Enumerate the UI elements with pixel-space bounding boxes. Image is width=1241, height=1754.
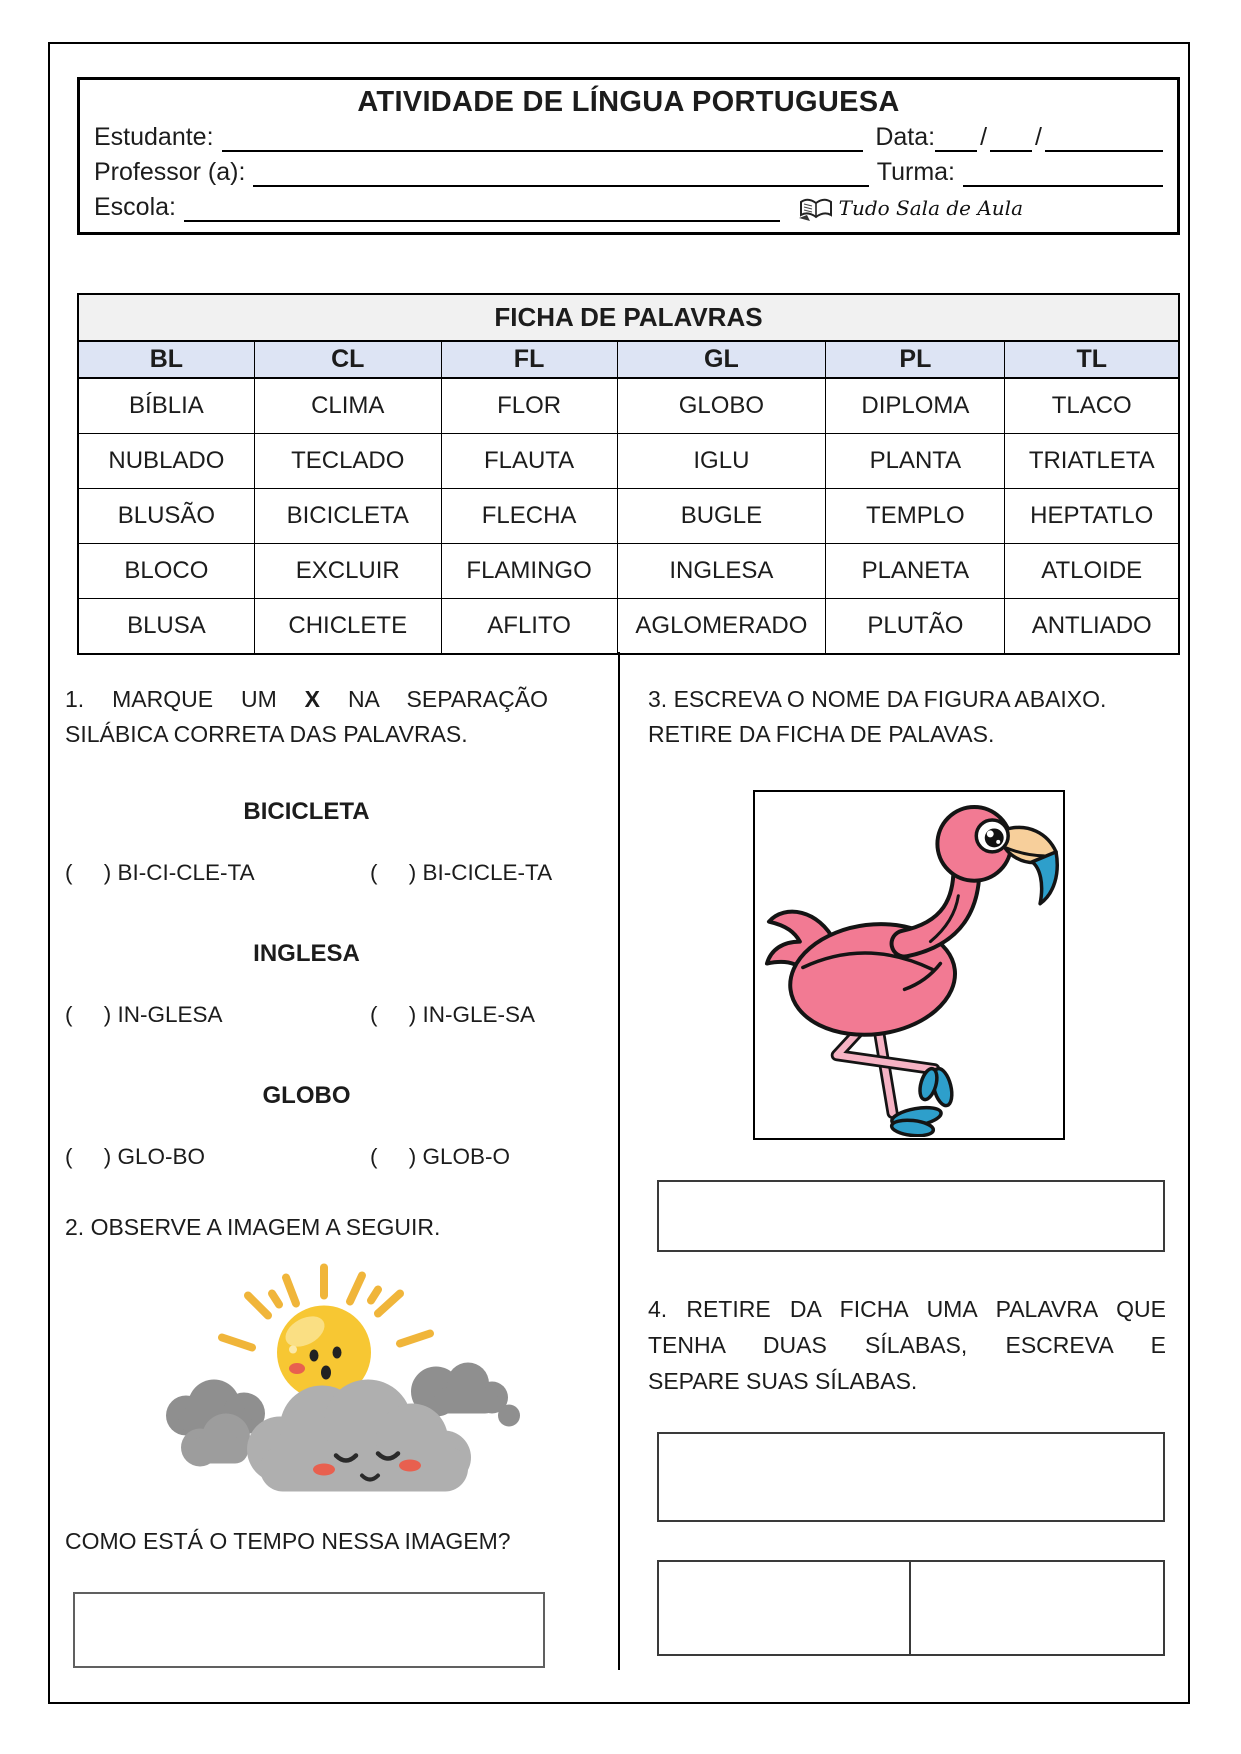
teacher-field-line[interactable] <box>253 159 868 187</box>
weather-answer-box[interactable] <box>73 1592 545 1668</box>
word-cell: AGLOMERADO <box>618 599 827 653</box>
word-cell: TEMPLO <box>826 489 1005 544</box>
word-cell: TECLADO <box>255 434 442 489</box>
word-cell: HEPTATLO <box>1005 489 1178 544</box>
date-slash-icon: / <box>980 123 988 151</box>
word-cell: BLOCO <box>79 544 255 599</box>
syllable-option[interactable]: ( ) IN-GLESA <box>65 1002 223 1027</box>
syllable-word: BICICLETA <box>243 798 370 825</box>
exercise4-prompt-line1: 4. RETIRE DA FICHA UMA PALAVRA QUE <box>648 1296 1166 1322</box>
exercise4-prompt-line2: TENHA DUAS SÍLABAS, ESCREVA E <box>648 1332 1166 1358</box>
school-field-line[interactable] <box>184 194 780 222</box>
column-header-pl: PL <box>826 342 1005 377</box>
date-day-line[interactable] <box>935 124 977 152</box>
column-header-tl: TL <box>1076 345 1107 373</box>
date-month-line[interactable] <box>990 124 1032 152</box>
word-cell: DIPLOMA <box>826 379 1005 434</box>
word-cell: BUGLE <box>618 489 827 544</box>
word-cell: BÍBLIA <box>79 379 255 434</box>
exercise4-prompt-line3: SEPARE SUAS SÍLABAS. <box>648 1368 918 1394</box>
teacher-label: Professor (a): <box>94 158 246 186</box>
word-cell: TLACO <box>1005 379 1178 434</box>
word-cell: BICICLETA <box>255 489 442 544</box>
teacher-row <box>94 154 1163 189</box>
word-cell: PLANTA <box>826 434 1005 489</box>
word-cell: GLOBO <box>618 379 827 434</box>
exercise1-prompt-line1: 1. MARQUE UM X NA SEPARAÇÃO <box>65 686 548 712</box>
word-table-title: FICHA DE PALAVRAS <box>79 295 1178 342</box>
word-cell: BLUSÃO <box>79 489 255 544</box>
exercise1-prompt <box>65 682 548 752</box>
column-header-cl: CL <box>255 342 442 377</box>
column-divider <box>618 652 620 1670</box>
exercise4-prompt <box>648 1291 1166 1399</box>
header-box <box>77 77 1180 235</box>
student-label: Estudante: <box>94 123 214 151</box>
word-cell: FLAUTA <box>442 434 618 489</box>
student-field-line[interactable] <box>222 124 864 152</box>
word-cell: IGLU <box>618 434 827 489</box>
word-table-body <box>79 379 1178 653</box>
exercise2-prompt: 2. OBSERVE A IMAGEM A SEGUIR. <box>65 1214 441 1240</box>
word-cell: CLIMA <box>255 379 442 434</box>
syllable-word: INGLESA <box>253 940 360 967</box>
syllable-split-box <box>657 1560 1165 1656</box>
exercise3-prompt-line1: 3. ESCREVA O NOME DA FIGURA ABAIXO. <box>648 686 1107 712</box>
word-cell: FLOR <box>442 379 618 434</box>
syllable-item <box>65 930 548 1072</box>
word-cell: PLANETA <box>826 544 1005 599</box>
class-label: Turma: <box>876 158 955 186</box>
school-label: Escola: <box>94 193 176 221</box>
word-cell: CHICLETE <box>255 599 442 653</box>
syllable-cell-right[interactable] <box>909 1562 1163 1654</box>
word-cell: PLUTÃO <box>826 599 1005 653</box>
word-cell: AFLITO <box>442 599 618 653</box>
syllable-options <box>65 1002 548 1032</box>
word-table-header-row <box>79 342 1178 379</box>
word-answer-box[interactable] <box>657 1432 1165 1522</box>
tudo-sala-de-aula-logo <box>798 194 1023 222</box>
exercise1-prompt-line2: SILÁBICA CORRETA DAS PALAVRAS. <box>65 721 468 747</box>
exercise1-items <box>65 788 553 1214</box>
column-header-gl: GL <box>618 342 827 377</box>
word-cell: NUBLADO <box>79 434 255 489</box>
syllable-cell-left[interactable] <box>659 1562 909 1654</box>
date-label: Data: <box>875 123 936 151</box>
syllable-item <box>65 1072 548 1214</box>
word-cell: TRIATLETA <box>1005 434 1178 489</box>
syllable-option[interactable]: ( ) GLOB-O <box>370 1144 511 1169</box>
word-cell: FLECHA <box>442 489 618 544</box>
word-cell: EXCLUIR <box>255 544 442 599</box>
logo-text: Tudo Sala de Aula <box>838 196 1023 220</box>
page-title: ATIVIDADE DE LÍNGUA PORTUGUESA <box>357 86 900 118</box>
syllable-option[interactable]: ( ) BI-CI-CLE-TA <box>65 860 255 885</box>
sun-icon <box>222 1268 430 1400</box>
flamingo-foot <box>890 1104 942 1137</box>
exercise2-question: COMO ESTÁ O TEMPO NESSA IMAGEM? <box>65 1528 511 1554</box>
flamingo-answer-box[interactable] <box>657 1180 1165 1252</box>
school-row <box>94 189 1163 224</box>
word-cell: ATLOIDE <box>1005 544 1178 599</box>
word-table <box>77 293 1180 655</box>
weather-illustration <box>138 1255 523 1510</box>
syllable-option[interactable]: ( ) IN-GLE-SA <box>370 1002 536 1027</box>
syllable-options <box>65 1144 548 1174</box>
student-row <box>94 119 1163 154</box>
book-logo-icon <box>798 194 834 222</box>
column-header-bl: BL <box>79 342 255 377</box>
word-cell: INGLESA <box>618 544 827 599</box>
syllable-item <box>65 788 553 930</box>
flamingo-image-box <box>753 790 1065 1140</box>
syllable-word: GLOBO <box>262 1082 351 1109</box>
word-cell: BLUSA <box>79 599 255 653</box>
class-field-line[interactable] <box>963 159 1163 187</box>
syllable-option[interactable]: ( ) BI-CICLE-TA <box>370 860 553 885</box>
column-header-fl: FL <box>442 342 618 377</box>
syllable-option[interactable]: ( ) GLO-BO <box>65 1144 206 1169</box>
word-cell: FLAMINGO <box>442 544 618 599</box>
exercise3-prompt <box>648 682 1160 752</box>
exercise3-prompt-line2: RETIRE DA FICHA DE PALAVAS. <box>648 721 995 747</box>
date-year-line[interactable] <box>1045 124 1163 152</box>
syllable-options <box>65 860 553 890</box>
date-slash-icon: / <box>1035 123 1042 151</box>
flamingo-illustration <box>755 792 1062 1137</box>
word-cell: ANTLIADO <box>1031 612 1152 639</box>
